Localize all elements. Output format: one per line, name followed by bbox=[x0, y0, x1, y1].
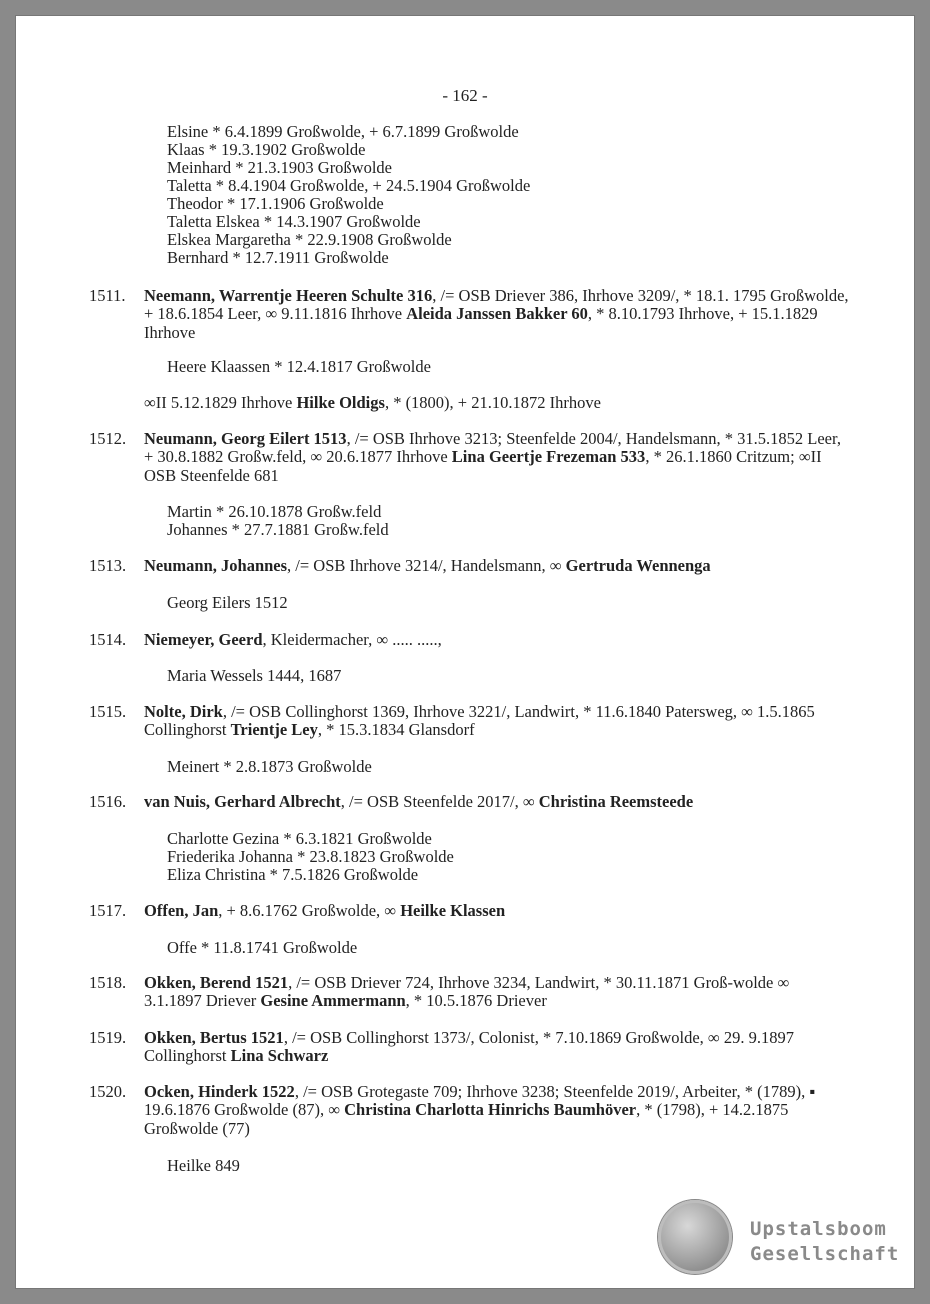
child-line: Taletta Elskea * 14.3.1907 Großwolde bbox=[167, 212, 421, 231]
person-name: Okken, Berend 1521 bbox=[144, 973, 289, 992]
person-name: Nolte, Dirk bbox=[144, 702, 223, 721]
entry-text: , /= OSB Collinghorst 1369, Ihrhove 3221/, Landwirt, * 11.6.1840 Patersweg, ∞ 1.5.1865 Collinghorst bbox=[144, 702, 815, 740]
entry-text: , * (1800), + 21.10.1872 Ihrhove bbox=[384, 393, 601, 412]
entry-number: 1519. bbox=[89, 1028, 127, 1047]
entry-number: 1514. bbox=[89, 630, 127, 649]
entry-text: , + 8.6.1762 Großwolde, ∞ bbox=[218, 901, 401, 920]
person-name: Neemann, Warrentje Heeren Schulte 316 bbox=[144, 286, 433, 305]
entry-1519 bbox=[89, 1029, 849, 1066]
child-line: Eliza Christina * 7.5.1826 Großwolde bbox=[167, 865, 419, 884]
child-line: Klaas * 19.3.1902 Großwolde bbox=[167, 140, 366, 159]
child-line: Georg Eilers 1512 bbox=[167, 593, 288, 612]
child-line: Meinert * 2.8.1873 Großwolde bbox=[167, 757, 372, 776]
brand-line-2: Gesellschaft bbox=[750, 1243, 900, 1265]
child-line: Bernhard * 12.7.1911 Großwolde bbox=[167, 248, 389, 267]
entry-text: , * (1798), + 14.2.1875 Großwolde (77) bbox=[144, 1100, 789, 1138]
child-line: Johannes * 27.7.1881 Großw.feld bbox=[167, 520, 389, 539]
entry-text: , /= OSB Grotegaste 709; Ihrhove 3238; Steenfelde 2019/, Arbeiter, * (1789), ▪ 19.6.1876 Großwolde (87), ∞ bbox=[144, 1082, 816, 1120]
entry-number: 1512. bbox=[89, 429, 127, 448]
person-name: Okken, Bertus 1521 bbox=[144, 1028, 284, 1047]
entry-text: , * 8.10.1793 Ihrhove, + 15.1.1829 Ihrhove bbox=[144, 304, 818, 342]
child-line: Martin * 26.10.1878 Großw.feld bbox=[167, 502, 382, 521]
entry-text: , * 15.3.1834 Glansdorf bbox=[317, 720, 475, 740]
spouse-name: Trientje Ley bbox=[230, 720, 318, 740]
entry-number: 1518. bbox=[89, 973, 127, 992]
entry-number: 1511. bbox=[89, 286, 126, 305]
entry-number: 1517. bbox=[89, 901, 127, 920]
entry-text: , * 26.1.1860 Critzum; ∞II OSB Steenfelde 681 bbox=[144, 447, 822, 485]
child-line: Heilke 849 bbox=[167, 1156, 240, 1175]
entry-1511 bbox=[89, 287, 849, 342]
spouse-name: Heilke Klassen bbox=[400, 901, 506, 920]
entry-number: 1520. bbox=[89, 1082, 127, 1101]
entry-1515 bbox=[89, 703, 849, 740]
child-line: Friederika Johanna * 23.8.1823 Großwolde bbox=[167, 847, 454, 866]
child-line: Maria Wessels 1444, 1687 bbox=[167, 666, 342, 685]
entry-text: ∞II 5.12.1829 Ihrhove bbox=[144, 393, 297, 412]
entry-1512 bbox=[89, 430, 849, 485]
child-line: Charlotte Gezina * 6.3.1821 Großwolde bbox=[167, 829, 432, 848]
child-line: Elskea Margaretha * 22.9.1908 Großwolde bbox=[167, 230, 452, 249]
entry-text: , /= OSB Driever 386, Ihrhove 3209/, * 18.1. 1795 Großwolde, + 18.6.1854 Leer, ∞ 9.11.1816 Ihrhove bbox=[144, 286, 849, 324]
entry-text: , /= OSB Steenfelde 2017/, ∞ bbox=[340, 792, 539, 811]
spouse-name: Christina Charlotta Hinrichs Baumhöver bbox=[344, 1100, 637, 1120]
entry-number: 1513. bbox=[89, 556, 127, 575]
spouse-name: Gesine Ammermann bbox=[260, 991, 406, 1011]
person-name: Neumann, Georg Eilert 1513 bbox=[144, 429, 347, 448]
entry-1514 bbox=[89, 631, 849, 649]
person-name: Niemeyer, Geerd bbox=[144, 630, 263, 649]
entry-text: , * 10.5.1876 Driever bbox=[405, 991, 547, 1011]
person-name: Neumann, Johannes bbox=[144, 556, 288, 575]
person-name: Ocken, Hinderk 1522 bbox=[144, 1082, 295, 1101]
entry-number: 1516. bbox=[89, 792, 127, 811]
page-number: - 162 - bbox=[442, 86, 488, 105]
entry-text: , /= OSB Driever 724, Ihrhove 3234, Landwirt, * 30.11.1871 Groß-wolde ∞ 3.1.1897 Driever bbox=[144, 973, 790, 1011]
child-line: Heere Klaassen * 12.4.1817 Großwolde bbox=[167, 357, 431, 376]
child-line: Offe * 11.8.1741 Großwolde bbox=[167, 938, 358, 957]
spouse-name: Lina Geertje Frezeman 533 bbox=[451, 447, 646, 467]
entry-number: 1515. bbox=[89, 702, 127, 721]
spouse-name: Hilke Oldigs bbox=[296, 393, 385, 412]
child-line: Elsine * 6.4.1899 Großwolde, + 6.7.1899 Großwolde bbox=[167, 122, 519, 141]
person-name: Offen, Jan bbox=[144, 901, 219, 920]
person-name: van Nuis, Gerhard Albrecht bbox=[144, 792, 341, 811]
second-marriage bbox=[144, 394, 601, 412]
brand-line-1: Upstalsboom bbox=[750, 1218, 887, 1240]
entry-1516 bbox=[89, 793, 849, 811]
spouse-name: Lina Schwarz bbox=[230, 1046, 329, 1066]
entry-text: , /= OSB Collinghorst 1373/, Colonist, * 7.10.1869 Großwolde, ∞ 29. 9.1897 Collinghorst bbox=[144, 1028, 794, 1066]
seal-logo-icon bbox=[658, 1200, 732, 1274]
child-line: Meinhard * 21.3.1903 Großwolde bbox=[167, 158, 393, 177]
entry-text: , /= OSB Ihrhove 3214/, Handelsmann, ∞ bbox=[287, 556, 566, 575]
entry-1518 bbox=[89, 974, 849, 1011]
entry-1520 bbox=[89, 1083, 849, 1138]
entry-text: , Kleidermacher, ∞ ..... ....., bbox=[262, 630, 442, 649]
spouse-name: Aleida Janssen Bakker 60 bbox=[406, 304, 588, 324]
child-line: Theodor * 17.1.1906 Großwolde bbox=[167, 194, 384, 213]
entry-text: , /= OSB Ihrhove 3213; Steenfelde 2004/, Handelsmann, * 31.5.1852 Leer, + 30.8.1882 Großw.feld, ∞ 20.6.1877 Ihrhove bbox=[144, 429, 841, 467]
child-line: Taletta * 8.4.1904 Großwolde, + 24.5.1904 Großwolde bbox=[167, 176, 531, 195]
spouse-name: Christina Reemsteede bbox=[538, 792, 694, 811]
spouse-name: Gertruda Wennenga bbox=[565, 556, 711, 575]
entry-1517 bbox=[89, 902, 849, 920]
entry-1513 bbox=[89, 557, 849, 575]
